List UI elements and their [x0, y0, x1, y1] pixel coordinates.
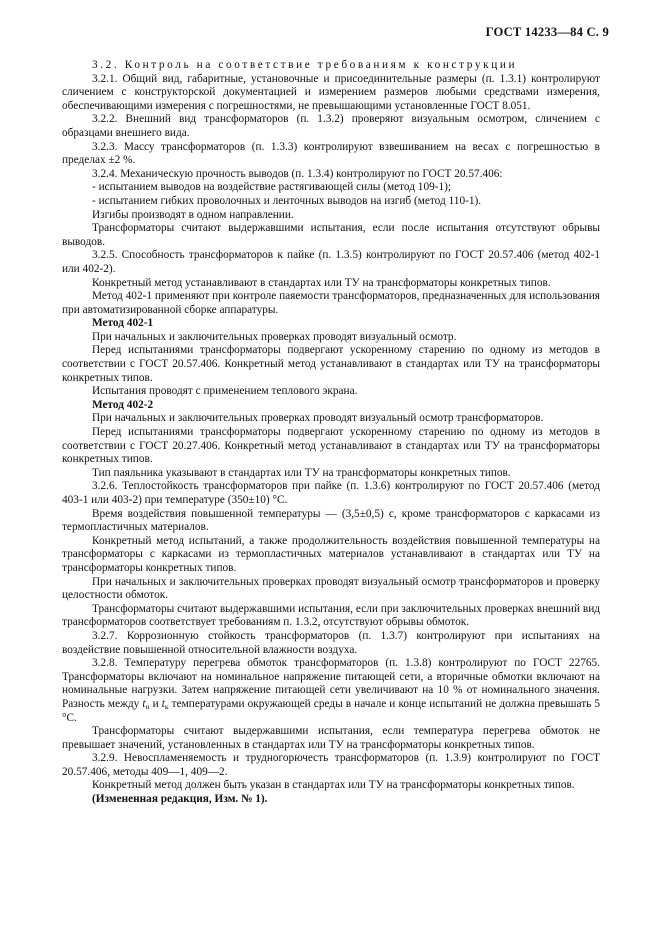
method-heading: Метод 402-2 — [92, 398, 154, 411]
paragraph-3-2-8 — [62, 657, 600, 725]
list-item: - испытанием выводов на воздействие растягивающей силы (метод 109-1); — [92, 181, 452, 194]
paragraph: 3.2.6. Теплостойкость трансформаторов при пайке (п. 1.3.6) контролируют по ГОСТ 20.57.406 (метод 403-1 или 403-2) при температуре (350±10) °С. — [62, 480, 600, 506]
paragraph: Время воздействия повышенной температуры — (3,5±0,5) с, кроме трансформаторов с каркасами из термопластичных материалов. — [62, 507, 600, 534]
subscript-n: н — [145, 701, 150, 711]
paragraph: Трансформаторы считают выдержавшими испытания, если при заключительных проверках внешний вид трансформаторов соответствует требованиям п. 1.3.2, отсутствуют обрывы обмоток. — [62, 602, 600, 629]
paragraph: 3.2.1. Общий вид, габаритные, установочные и присоединительные размеры (п. 1.3.1) контролируют сличением с конструкторской документацией и измерением размеров любыми средствами измерения, обеспечивающими измерения с погрешностями, не превышающими установленные ГОСТ 8.051. — [62, 72, 600, 112]
paragraph: 3.2.5. Способность трансформаторов к пайке (п. 1.3.5) контролируют по ГОСТ 20.57.406 (метод 402-1 или 402-2). — [62, 249, 600, 275]
paragraph: 3.2.3. Массу трансформаторов (п. 1.3.3) контролируют взвешиванием на весах с погрешностью в пределах ±2 %. — [62, 140, 600, 167]
paragraph: 3.2.2. Внешний вид трансформаторов (п. 1.3.2) проверяют визуальным осмотром, сличением с образцами внешнего вида. — [62, 113, 600, 139]
paragraph: Конкретный метод устанавливают в стандартах или ТУ на трансформаторы конкретных типов. — [92, 276, 551, 289]
paragraph: Трансформаторы считают выдержавшими испытания, если после испытания отсутствуют обрывы выводов. — [62, 222, 600, 248]
list-item: - испытанием гибких проволочных и ленточных выводов на изгиб (метод 110-1). — [92, 194, 482, 207]
amendment-note: (Измененная редакция, Изм. № 1). — [92, 793, 268, 806]
subscript-k: к — [164, 701, 169, 711]
paragraph: Перед испытаниями трансформаторы подвергают ускоренному старению по одному из методов в соответствии с ГОСТ 20.27.406. Конкретный метод устанавливают в стандартах или ТУ на трансформаторы конкретных типов. — [62, 426, 600, 466]
text-run: температурами окружающей среды в начале и конце испытаний не должна превышать 5 °С. — [62, 697, 601, 724]
paragraph: Испытания проводят с применением теплового экрана. — [92, 385, 358, 398]
section-heading: 3.2. Контроль на соответствие требованиям к конструкции — [92, 59, 518, 71]
paragraph: Тип паяльника указывают в стандартах или ТУ на трансформаторы конкретных типов. — [92, 466, 511, 479]
paragraph: При начальных и заключительных проверках проводят визуальный осмотр трансформаторов. — [92, 412, 544, 425]
paragraph: Метод 402-1 применяют при контроле паяемости трансформаторов, предназначенных для использования при автоматизированной сборке аппаратуры. — [62, 290, 600, 316]
paragraph: 3.2.9. Невоспламеняемость и трудногорючесть трансформаторов (п. 1.3.9) контролируют по ГОСТ 20.57.406, методы 409—1, 409—2. — [62, 752, 600, 778]
text-run: 3.2.8. Температуру перегрева обмоток трансформаторов (п. 1.3.8) контролируют по ГОСТ 22765. Трансформаторы включают на номинальное напряжение питающей сети, а вторичные обмотки включают на номинальные нагрузки. Затем напряжение питающей сети увеличивают на 10 % от номинального значения. Разность между — [62, 657, 600, 710]
paragraph: 3.2.4. Механическую прочность выводов (п. 1.3.4) контролируют по ГОСТ 20.57.406: — [92, 167, 503, 180]
paragraph: Конкретный метод должен быть указан в стандартах или ТУ на трансформаторы конкретных типов. — [92, 779, 575, 792]
paragraph: Трансформаторы считают выдержавшими испытания, если температура перегрева обмоток не превышает значений, установленных в стандартах или ТУ на трансформаторы конкретных типов. — [62, 725, 600, 751]
paragraph: Изгибы производят в одном направлении. — [92, 208, 294, 221]
paragraph: Перед испытаниями трансформаторы подвергают ускоренному старению по одному из методов в соответствии с ГОСТ 20.57.406. Конкретный метод устанавливают в стандартах или ТУ на трансформаторы конкретных типов. — [62, 344, 600, 384]
symbol-t: t — [142, 697, 146, 710]
text-run: и — [152, 697, 159, 710]
paragraph: При начальных и заключительных проверках проводят визуальный осмотр трансформаторов и проверку целостности обмоток. — [62, 575, 600, 602]
method-heading: Метод 402-1 — [92, 317, 154, 330]
symbol-t: t — [161, 697, 165, 710]
document-body — [62, 59, 600, 807]
paragraph: Конкретный метод испытаний, а также продолжительность воздействия повышенной температуры на трансформаторы с каркасами из термопластичных материалов устанавливают в стандартах или ТУ на трансформаторы конкретных типов. — [62, 534, 600, 574]
page-header: ГОСТ 14233—84 С. 9 — [485, 25, 609, 39]
paragraph: 3.2.7. Коррозионную стойкость трансформаторов (п. 1.3.7) контролируют при испытаниях на воздействие повышенной относительной влажности воздуха. — [62, 629, 600, 656]
paragraph: При начальных и заключительных проверках проводят визуальный осмотр. — [92, 330, 457, 343]
